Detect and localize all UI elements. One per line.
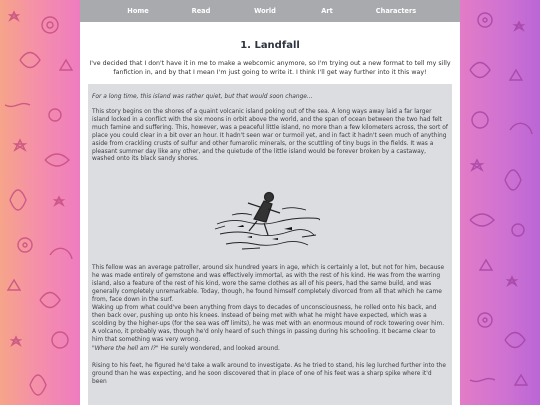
story-panel [88, 84, 452, 405]
nav-art-link[interactable]: Art [321, 7, 333, 15]
story-paragraph: This story begins on the shores of a quaint volcanic island poking out of the sea. A long ways away laid a far larger island locked in a conflict with the six moons in orbit above the world, and the span of ocean between the two had felt much famine and suffering. This, however, was a peaceful little island, no more than a few kilometers across, the sort of place you could clear in a bit over an hour. It hadn't seen war or turmoil yet, and in fact it hadn't seen much of anything aside from crackling crusts of sulfur and other fumarolic minerals, or the scuttling of tiny bugs in the fields. It was a pleasant summer day like any other, and the quietude of the little island would be forever broken by a castaway, washed onto its black sandy shores. [92, 109, 448, 163]
right-pattern-panel [460, 0, 540, 405]
story-paragraph: Rising to his feet, he figured he'd take a walk around to investigate. As he tried to stand, his leg lurched further into the ground than he was expecting, and he soon discovered that in place of one of his feet was a sharp spike where it'd been [92, 363, 446, 385]
nav-world-link[interactable]: World [254, 7, 276, 15]
nav-characters-link[interactable]: Characters [375, 7, 417, 15]
nav-home-link[interactable]: Home [127, 7, 149, 15]
dialogue-quote: "Where the hell am I?" [92, 346, 159, 352]
castaway-illustration [212, 179, 322, 257]
nav-read-link[interactable]: Read [191, 7, 211, 15]
decorative-doodle-pattern-icon [460, 0, 540, 405]
dialogue-rest: He surely wondered, and looked around. [158, 346, 280, 352]
top-navigation [80, 0, 460, 22]
story-paragraph: This fellow was an average patroller, around six hundred years in age, which is certainly a lot, but not for him, because he was made entirely of gemstone and was effectively immortal, as with the rest of his kind. He was from the warring island, also a feature of the rest of his kind, wore the same clothes as all of his peers, had the same build, and was generally completely unremarkable. Today, though, he found himself completely divorced from all that which he came from, face down in the surf. [92, 265, 445, 303]
story-opening-line: For a long time, this island was rather quiet, but that would soon change... [92, 94, 313, 100]
left-pattern-panel [0, 0, 80, 405]
decorative-doodle-pattern-icon [0, 0, 80, 405]
story-dialogue-line [92, 346, 448, 354]
intro-text: I've decided that I don't have it in me to make a webcomic anymore, so I'm trying out a new format to tell my silly fanfiction in, and by that I mean I'm just going to write it. I think I'll get way further into it this way! [89, 60, 451, 76]
page-title: 1. Landfall [240, 40, 300, 51]
content-column [80, 0, 460, 405]
story-paragraph: Waking up from what could've been anything from days to decades of unconsciousness, he rolled onto his back, and then back over, pushing up onto his knees. Instead of being met with what he might have expected, which was a scolding by the higher-ups (for the sea was off limits), he was met with an enormous mound of rock towering over him. A volcano, it probably was, though he'd only heard of such things in passing during his schooling. It became clear to him that something was very wrong. [92, 305, 445, 343]
